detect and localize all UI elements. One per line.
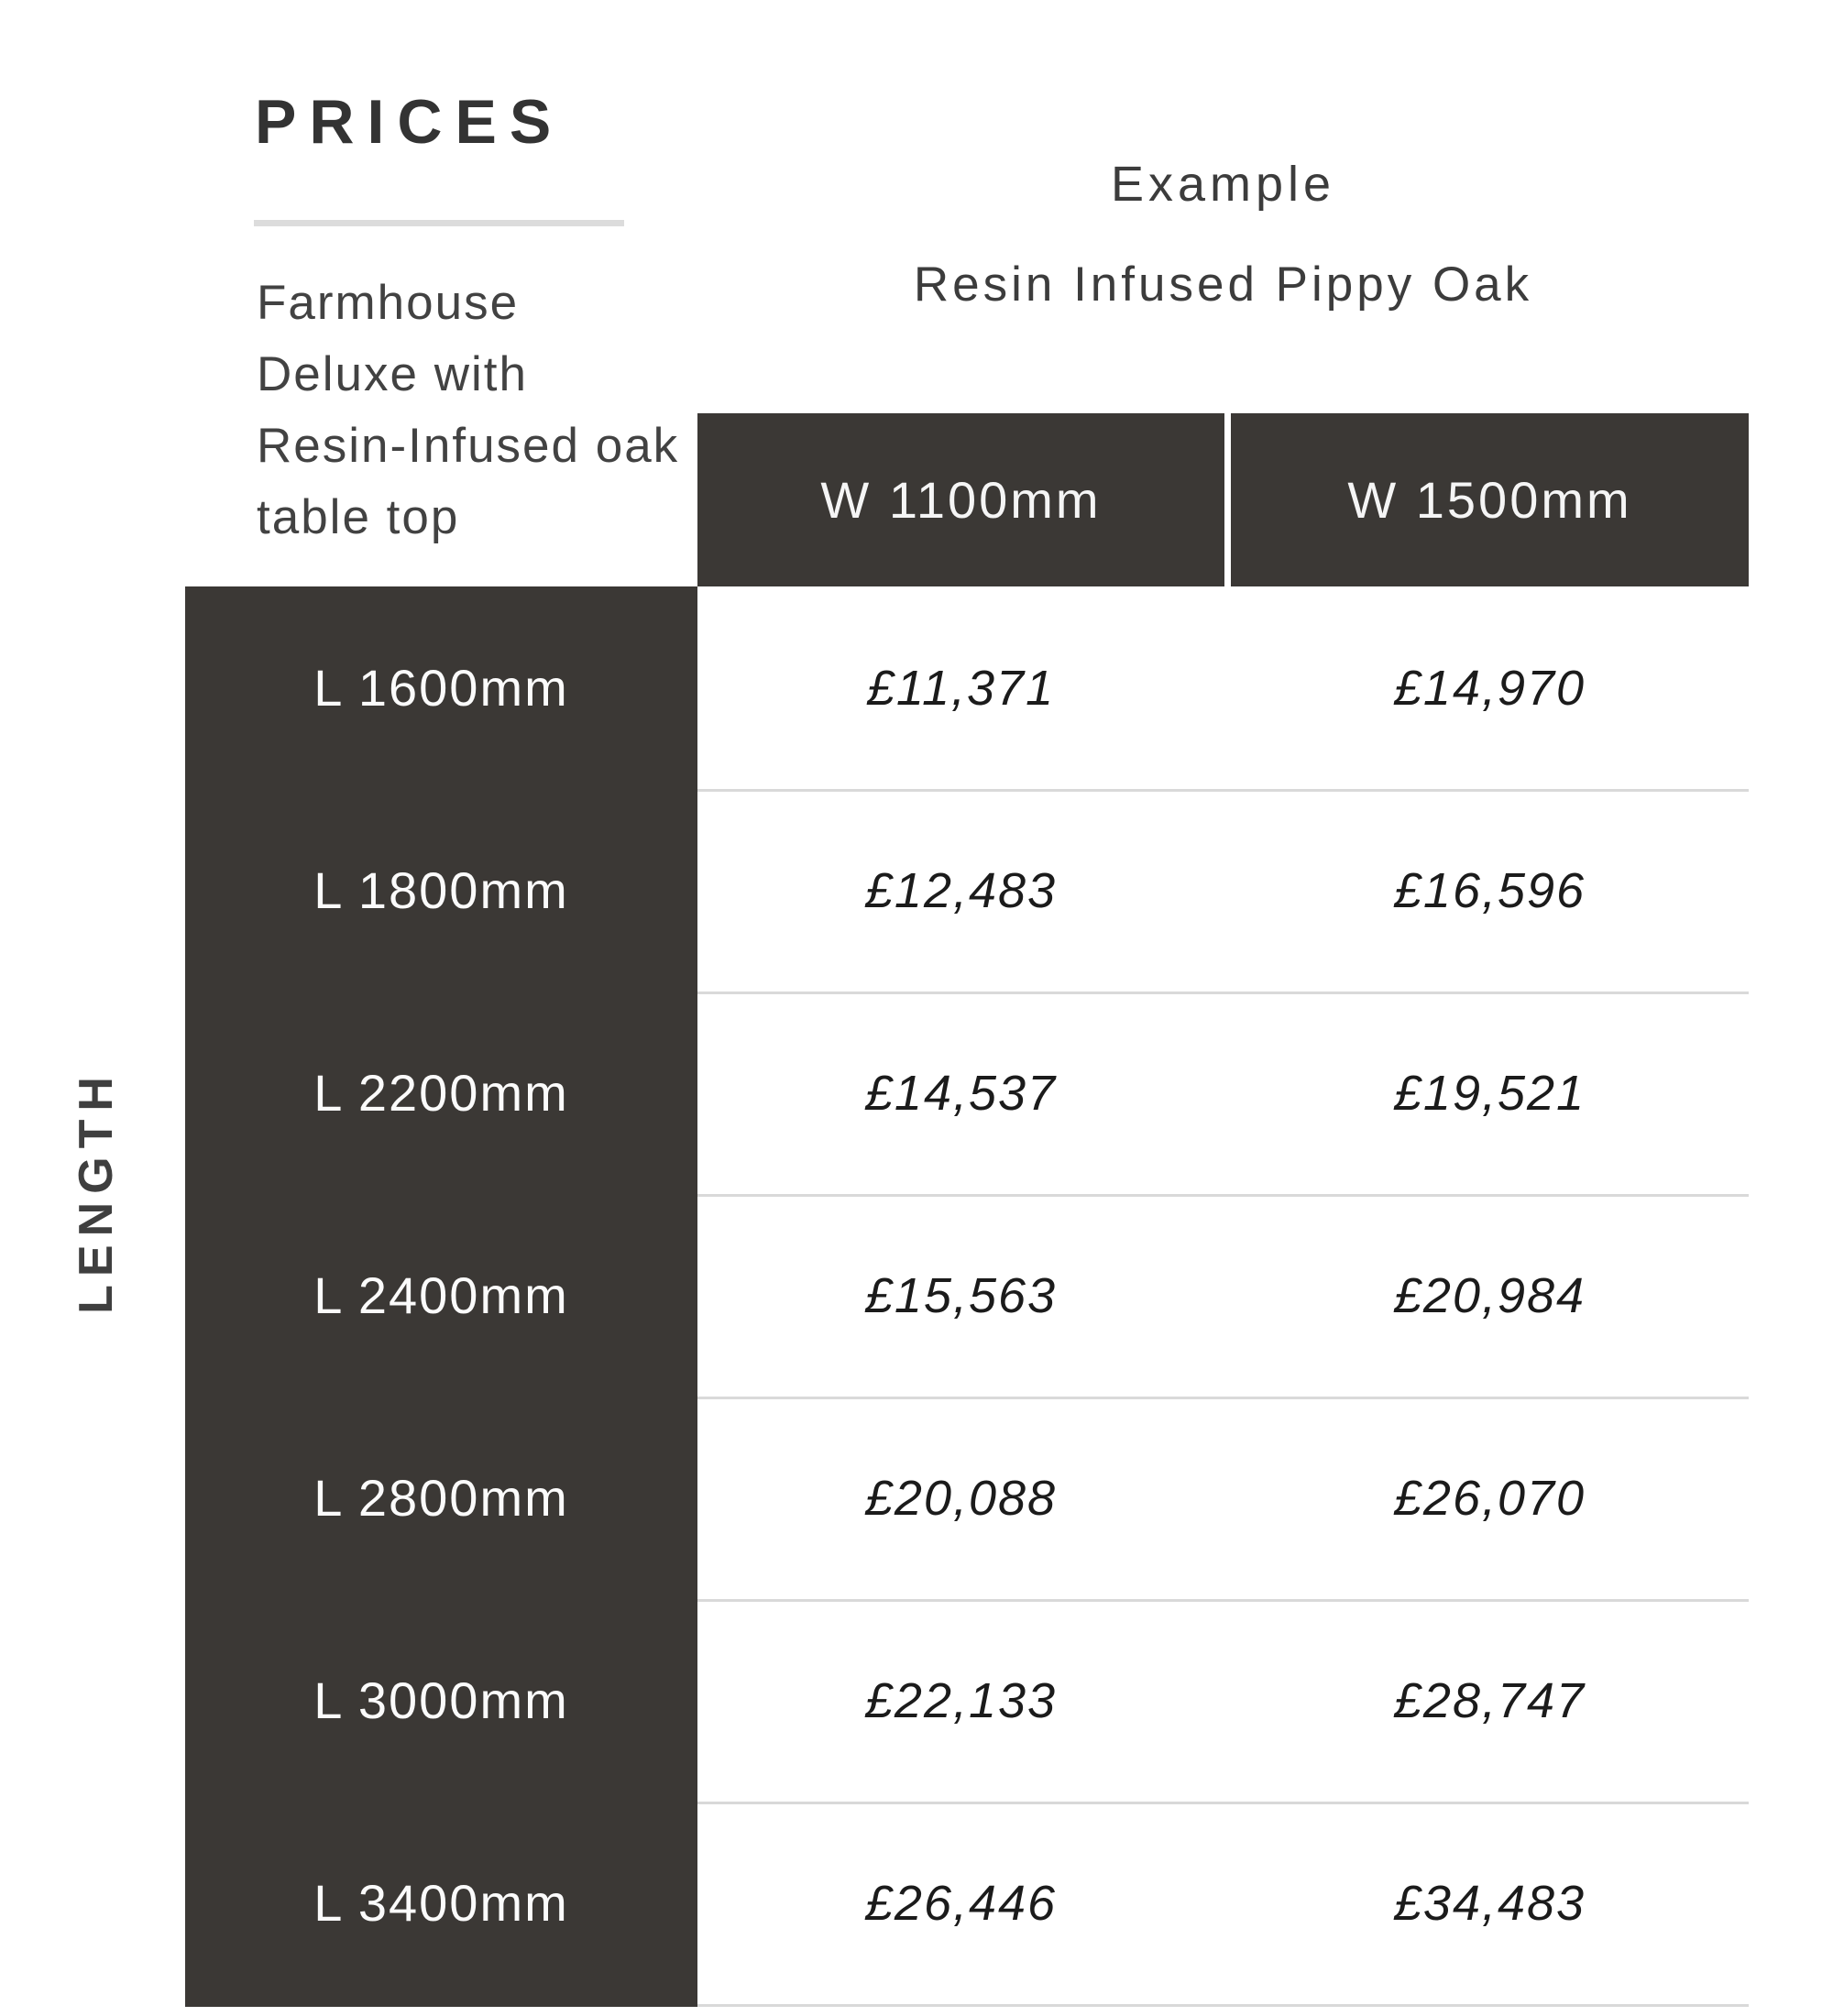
- row-length-label: L 2200mm: [313, 1064, 569, 1122]
- price-w1500: £16,596: [1393, 862, 1586, 918]
- price-w1100: £26,446: [864, 1875, 1058, 1931]
- price-w1500: £28,747: [1393, 1672, 1586, 1728]
- product-description: [257, 268, 679, 553]
- row-length-label: L 2400mm: [313, 1266, 569, 1324]
- table-row: [185, 789, 1749, 992]
- row-length-label: L 3000mm: [313, 1671, 569, 1729]
- price-w1500: £14,970: [1393, 660, 1586, 716]
- product-description-line: table top: [257, 490, 460, 544]
- price-w1500: £34,483: [1393, 1875, 1586, 1931]
- product-description-line: Farmhouse: [257, 276, 520, 330]
- price-w1100: £12,483: [864, 862, 1058, 918]
- product-description-line: Deluxe with: [257, 347, 528, 401]
- table-row: [185, 586, 1749, 789]
- row-length-label: L 1600mm: [313, 659, 569, 717]
- page-title: PRICES: [255, 87, 565, 157]
- row-length-label: L 3400mm: [313, 1874, 569, 1932]
- row-length-label: L 2800mm: [313, 1469, 569, 1527]
- price-w1100: £11,371: [866, 660, 1056, 716]
- length-axis-label: LENGTH: [70, 1068, 123, 1314]
- product-description-line: Resin-Infused oak: [257, 419, 680, 473]
- price-w1500: £19,521: [1393, 1065, 1586, 1121]
- price-w1100: £14,537: [864, 1065, 1058, 1121]
- table-row: [185, 992, 1749, 1194]
- column-header-w1100: W 1100mm: [697, 413, 1224, 586]
- table-row: [185, 1194, 1749, 1397]
- table-row: [185, 1397, 1749, 1599]
- example-product-name: Resin Infused Pippy Oak: [913, 257, 1533, 312]
- row-separator: [697, 2004, 1749, 2007]
- price-w1100: £22,133: [864, 1672, 1058, 1728]
- price-w1100: £20,088: [864, 1470, 1058, 1526]
- column-header-w1500: W 1500mm: [1231, 413, 1749, 586]
- row-length-label: L 1800mm: [313, 861, 569, 919]
- table-row: [185, 1599, 1749, 1802]
- price-w1500: £26,070: [1393, 1470, 1586, 1526]
- table-row: [185, 1802, 1749, 2004]
- price-w1100: £15,563: [864, 1267, 1058, 1323]
- price-w1500: £20,984: [1393, 1267, 1586, 1323]
- title-underline: [254, 220, 624, 226]
- example-heading: Example: [1110, 157, 1336, 212]
